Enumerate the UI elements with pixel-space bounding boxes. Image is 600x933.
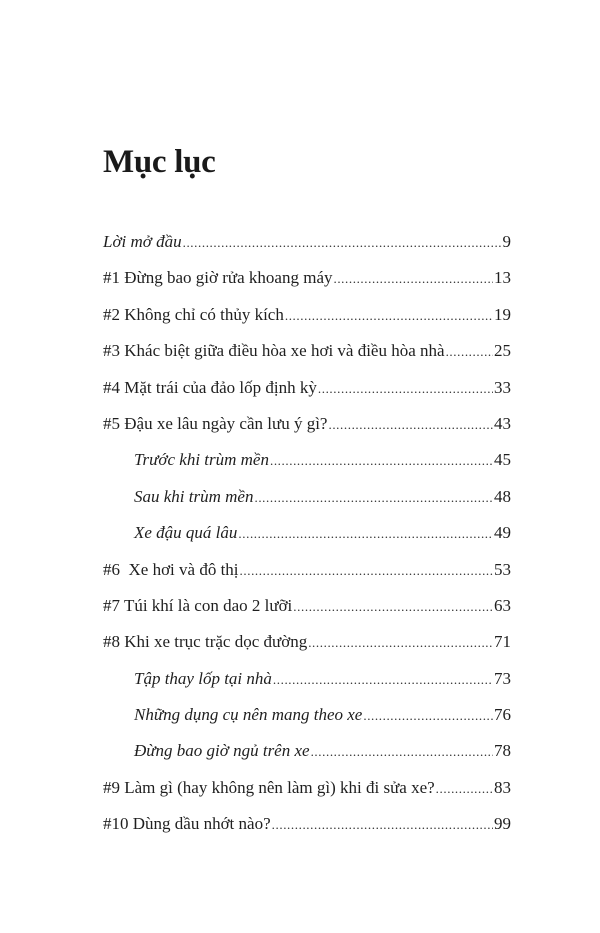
- toc-entry-page: 33: [494, 377, 511, 397]
- table-of-contents: [103, 224, 511, 843]
- toc-entry-label: Lời mở đầu: [103, 232, 182, 251]
- toc-entry-preface[interactable]: [103, 224, 511, 260]
- toc-entry-label: #4 Mặt trái của đảo lốp định kỳ: [103, 377, 317, 397]
- toc-entry-chapter-5[interactable]: [103, 406, 511, 442]
- dot-leader: [293, 589, 493, 625]
- toc-entry-page: 9: [502, 232, 511, 251]
- toc-entry-page: 45: [494, 450, 511, 470]
- toc-subentry-5-1[interactable]: [103, 442, 511, 478]
- dot-leader: [254, 480, 493, 516]
- toc-entry-label: #2 Không chỉ có thủy kích: [103, 304, 284, 324]
- dot-leader: [446, 334, 493, 370]
- toc-entry-label: #5 Đậu xe lâu ngày cần lưu ý gì?: [103, 413, 328, 433]
- toc-entry-label: #9 Làm gì (hay không nên làm gì) khi đi sửa xe?: [103, 777, 435, 797]
- toc-entry-page: 63: [494, 595, 511, 615]
- dot-leader: [270, 443, 493, 479]
- dot-leader: [436, 771, 493, 807]
- toc-entry-page: 48: [494, 486, 511, 506]
- toc-entry-page: 13: [494, 268, 511, 288]
- toc-entry-chapter-8[interactable]: [103, 624, 511, 660]
- toc-entry-chapter-10[interactable]: [103, 806, 511, 842]
- toc-subentry-5-3[interactable]: [103, 515, 511, 551]
- dot-leader: [238, 516, 493, 552]
- toc-subentry-8-3[interactable]: [103, 733, 511, 769]
- toc-entry-chapter-4[interactable]: [103, 370, 511, 406]
- toc-entry-page: 43: [494, 413, 511, 433]
- toc-entry-page: 76: [494, 705, 511, 725]
- dot-leader: [308, 625, 493, 661]
- dot-leader: [318, 371, 493, 407]
- toc-entry-label: Những dụng cụ nên mang theo xe: [134, 705, 363, 725]
- toc-entry-label: #1 Đừng bao giờ rửa khoang máy: [103, 268, 333, 288]
- toc-subentry-8-2[interactable]: [103, 697, 511, 733]
- toc-entry-label: #6 Xe hơi và đô thị: [103, 559, 239, 579]
- dot-leader: [272, 807, 493, 843]
- dot-leader: [363, 698, 493, 734]
- toc-subentry-5-2[interactable]: [103, 479, 511, 515]
- toc-entry-label: #8 Khi xe trục trặc dọc đường: [103, 632, 308, 652]
- toc-entry-chapter-3[interactable]: [103, 333, 511, 369]
- dot-leader: [328, 407, 493, 443]
- toc-entry-label: Xe đậu quá lâu: [134, 523, 238, 543]
- dot-leader: [183, 225, 502, 261]
- dot-leader: [273, 662, 493, 698]
- dot-leader: [285, 298, 493, 334]
- toc-entry-page: 25: [494, 341, 511, 361]
- toc-entry-label: #3 Khác biệt giữa điều hòa xe hơi và điều hòa nhà: [103, 341, 445, 361]
- toc-entry-label: Tập thay lốp tại nhà: [134, 668, 272, 688]
- dot-leader: [311, 734, 493, 770]
- toc-entry-label: Sau khi trùm mền: [134, 486, 254, 506]
- toc-entry-page: 19: [494, 304, 511, 324]
- toc-entry-chapter-6[interactable]: [103, 552, 511, 588]
- toc-entry-label: Trước khi trùm mền: [134, 450, 269, 470]
- toc-entry-page: 53: [494, 559, 511, 579]
- toc-entry-label: #7 Túi khí là con dao 2 lưỡi: [103, 595, 293, 615]
- toc-entry-page: 78: [494, 741, 511, 761]
- toc-entry-page: 71: [494, 632, 511, 652]
- toc-entry-chapter-2[interactable]: [103, 297, 511, 333]
- toc-entry-chapter-7[interactable]: [103, 588, 511, 624]
- dot-leader: [240, 553, 493, 589]
- toc-entry-page: 49: [494, 523, 511, 543]
- toc-entry-chapter-1[interactable]: [103, 260, 511, 296]
- toc-entry-label: #10 Dùng dầu nhớt nào?: [103, 814, 271, 834]
- page-title: Mục lục: [103, 144, 216, 180]
- toc-entry-page: 73: [494, 668, 511, 688]
- toc-entry-page: 99: [494, 814, 511, 834]
- toc-entry-page: 83: [494, 777, 511, 797]
- toc-entry-label: Đừng bao giờ ngủ trên xe: [134, 741, 310, 761]
- dot-leader: [333, 261, 493, 297]
- toc-subentry-8-1[interactable]: [103, 661, 511, 697]
- toc-entry-chapter-9[interactable]: [103, 770, 511, 806]
